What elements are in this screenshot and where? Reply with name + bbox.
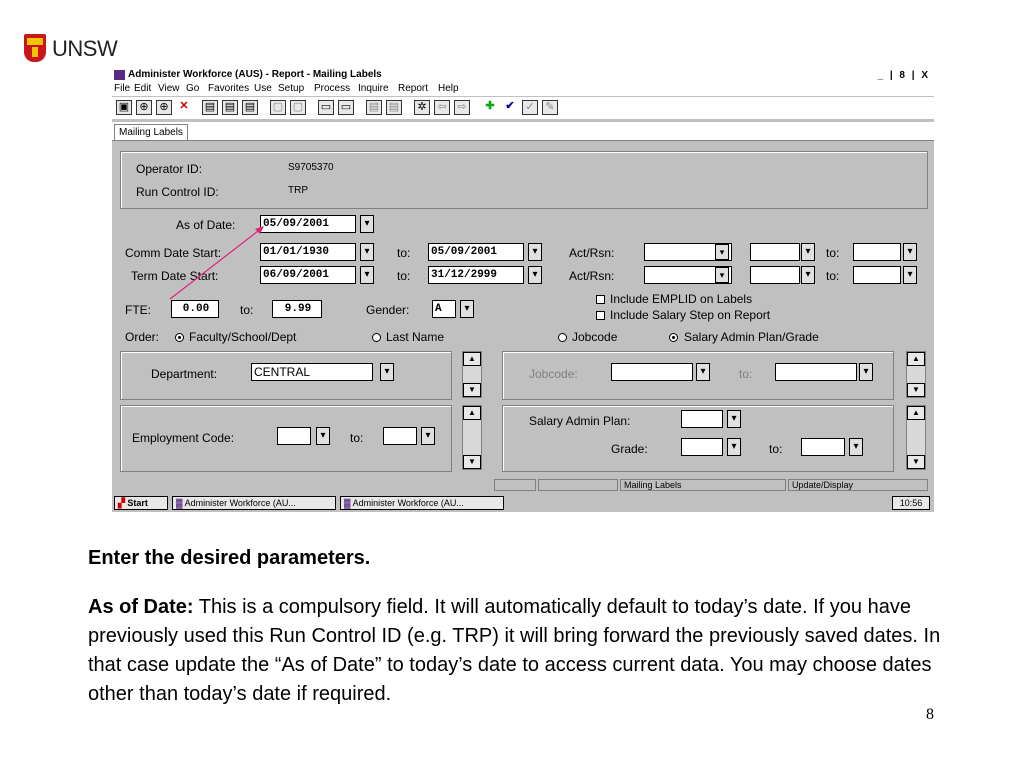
gender-field[interactable]: A <box>432 300 456 318</box>
fte-from-field[interactable]: 0.00 <box>171 300 219 318</box>
comm-date-label: Comm Date Start: <box>125 246 222 260</box>
dropdown-icon[interactable]: ▾ <box>715 267 729 283</box>
first-icon[interactable]: ▤ <box>366 100 382 115</box>
gender-label: Gender: <box>366 303 410 317</box>
unsw-crest-icon <box>24 34 46 62</box>
start-button[interactable] <box>114 496 168 510</box>
dropdown-icon[interactable]: ▾ <box>715 244 729 260</box>
start-label: Start <box>127 498 148 508</box>
view-icon[interactable]: ▭ <box>318 100 334 115</box>
delete-row-icon[interactable]: ▤ <box>222 100 238 115</box>
app-window <box>112 68 934 512</box>
comm-to-label: to: <box>397 246 411 260</box>
comm-date-to-prompt[interactable]: ▾ <box>528 243 542 261</box>
as-of-date-field[interactable]: 05/09/2001 <box>260 215 356 233</box>
window-title: Administer Workforce (AUS) - Report - Mailing Labels <box>128 69 382 80</box>
edit-icon[interactable]: ✎ <box>542 100 558 115</box>
status-cell-1 <box>494 479 536 491</box>
status-bar <box>112 478 934 492</box>
scroll-up-icon[interactable]: ▲ <box>463 406 481 420</box>
scroll-down-icon[interactable]: ▼ <box>907 455 925 469</box>
page-number: 8 <box>926 706 934 723</box>
app-icon: ▓ <box>344 498 353 508</box>
salary-plan-label: Salary Admin Plan: <box>529 414 631 428</box>
app-icon: ▓ <box>176 498 185 508</box>
menu-setup[interactable]: Setup <box>278 83 305 94</box>
as-of-date-description: This is a compulsory field. It will automatically default to today’s date. If you have previously used this Run Control ID (e.g. TRP) it will bring forward the previously saved dates. In that case update the “As of Date” to today’s date to access current data. You may choose dates other than today’s date if required. <box>88 596 941 705</box>
employment-code-label: Employment Code: <box>132 431 235 445</box>
menu-help[interactable]: Help <box>438 83 459 94</box>
paste-icon[interactable]: ▢ <box>290 100 306 115</box>
term-date-from-field[interactable]: 06/09/2001 <box>260 266 356 284</box>
reason-prompt-2[interactable]: ▾ <box>801 266 815 284</box>
scroll-up-icon[interactable]: ▲ <box>907 406 925 420</box>
department-field[interactable]: CENTRAL <box>251 363 373 381</box>
act-to-prompt-2[interactable]: ▾ <box>903 266 917 284</box>
menu-inquire[interactable]: Inquire <box>358 83 389 94</box>
save-icon[interactable]: ▣ <box>116 100 132 115</box>
act-rsn-label-1: Act/Rsn: <box>569 246 615 260</box>
menu-file[interactable]: File <box>114 83 131 94</box>
instructions-heading: Enter the desired parameters. <box>88 547 371 569</box>
run-control-label: Run Control ID: <box>136 185 219 199</box>
act-to-label-2: to: <box>826 269 840 283</box>
term-date-to-prompt[interactable]: ▾ <box>528 266 542 284</box>
settings-icon[interactable]: ✲ <box>414 100 430 115</box>
grade-label: Grade: <box>611 442 648 456</box>
order-salary-label: Salary Admin Plan/Grade <box>684 330 819 344</box>
employment-to-label: to: <box>350 431 364 445</box>
windows-start-icon: ▞ <box>118 498 128 508</box>
term-date-label: Term Date Start: <box>131 269 219 283</box>
act-to-label-1: to: <box>826 246 840 260</box>
term-date-from-prompt[interactable]: ▾ <box>360 266 374 284</box>
comm-date-from-prompt[interactable]: ▾ <box>360 243 374 261</box>
previous-icon[interactable]: ⊕ <box>156 100 172 115</box>
jobcode-to-label: to: <box>739 367 753 381</box>
add-icon[interactable]: ✚ <box>485 100 495 112</box>
check-icon[interactable]: ✔ <box>505 100 515 112</box>
as-of-date-label: As of Date: <box>176 218 236 232</box>
status-cell-2 <box>538 479 618 491</box>
menu-edit[interactable]: Edit <box>134 83 152 94</box>
next-icon[interactable]: ⊕ <box>136 100 152 115</box>
spellcheck-icon[interactable]: ✓ <box>522 100 538 115</box>
operator-id-value: S9705370 <box>288 162 334 173</box>
department-prompt[interactable]: ▾ <box>380 363 394 381</box>
order-faculty-label: Faculty/School/Dept <box>189 330 297 344</box>
reason-prompt-1[interactable]: ▾ <box>801 243 815 261</box>
employment-code-prompt[interactable]: ▾ <box>316 427 330 445</box>
term-date-to-field[interactable]: 31/12/2999 <box>428 266 524 284</box>
list-icon[interactable]: ▤ <box>242 100 258 115</box>
last-icon[interactable]: ▤ <box>386 100 402 115</box>
order-label: Order: <box>125 330 160 344</box>
as-of-date-term: As of Date: <box>88 596 194 618</box>
forward-arrow-icon[interactable]: ⇨ <box>454 100 470 115</box>
order-lastname-label: Last Name <box>386 330 445 344</box>
logo-text: UNSW <box>52 36 118 61</box>
employment-to-prompt[interactable]: ▾ <box>421 427 435 445</box>
salary-plan-prompt[interactable]: ▾ <box>727 410 741 428</box>
grade-to-prompt[interactable]: ▾ <box>849 438 863 456</box>
department-label: Department: <box>151 367 218 381</box>
menu-favorites[interactable]: Favorites <box>208 83 250 94</box>
status-action: Update/Display <box>788 479 928 491</box>
menu-go[interactable]: Go <box>186 83 200 94</box>
taskbar <box>112 494 934 512</box>
annotation-arrow <box>112 68 934 512</box>
term-to-label: to: <box>397 269 411 283</box>
fte-to-label: to: <box>240 303 254 317</box>
instructions-paragraph <box>88 593 968 709</box>
window-controls[interactable]: _ | 8 | X <box>877 70 930 81</box>
jobcode-to-prompt[interactable]: ▾ <box>859 363 873 381</box>
scroll-up-icon[interactable]: ▲ <box>907 352 925 366</box>
as-of-date-prompt[interactable]: ▾ <box>360 215 374 233</box>
act-to-prompt-1[interactable]: ▾ <box>903 243 917 261</box>
taskbar-item-2[interactable] <box>340 496 504 510</box>
scroll-down-icon[interactable]: ▼ <box>463 383 481 397</box>
grade-to-label: to: <box>769 442 783 456</box>
unsw-logo <box>24 34 134 64</box>
gender-prompt[interactable]: ▾ <box>460 300 474 318</box>
jobcode-prompt[interactable]: ▾ <box>696 363 710 381</box>
menu-process[interactable]: Process <box>314 83 351 94</box>
arrow-line <box>170 228 262 299</box>
include-emplid-label: Include EMPLID on Labels <box>610 292 753 306</box>
scroll-down-icon[interactable]: ▼ <box>907 383 925 397</box>
clock: 10:56 <box>892 496 930 510</box>
grade-prompt[interactable]: ▾ <box>727 438 741 456</box>
include-salary-label: Include Salary Step on Report <box>610 308 771 322</box>
menu-view[interactable]: View <box>158 83 180 94</box>
order-jobcode-label: Jobcode <box>572 330 618 344</box>
tab-mailing-labels[interactable]: Mailing Labels <box>114 124 188 140</box>
task-1-label: Administer Workforce (AU... <box>184 498 296 508</box>
comm-date-to-field[interactable]: 05/09/2001 <box>428 243 524 261</box>
comm-date-from-field[interactable]: 01/01/1930 <box>260 243 356 261</box>
zoom-icon[interactable]: ▭ <box>338 100 354 115</box>
menu-use[interactable]: Use <box>254 83 272 94</box>
scroll-up-icon[interactable]: ▲ <box>463 352 481 366</box>
delete-icon[interactable]: ✕ <box>179 100 189 112</box>
jobcode-label: Jobcode: <box>529 367 578 381</box>
task-2-label: Administer Workforce (AU... <box>352 498 464 508</box>
copy-icon[interactable]: ▢ <box>270 100 286 115</box>
taskbar-item-1[interactable] <box>172 496 336 510</box>
insert-row-icon[interactable]: ▤ <box>202 100 218 115</box>
operator-id-label: Operator ID: <box>136 162 203 176</box>
act-rsn-label-2: Act/Rsn: <box>569 269 615 283</box>
fte-to-field[interactable]: 9.99 <box>272 300 322 318</box>
fte-label: FTE: <box>125 303 151 317</box>
menu-report[interactable]: Report <box>398 83 429 94</box>
scroll-down-icon[interactable]: ▼ <box>463 455 481 469</box>
back-arrow-icon[interactable]: ⇦ <box>434 100 450 115</box>
run-control-value: TRP <box>288 185 308 196</box>
status-mode: Mailing Labels <box>620 479 786 491</box>
